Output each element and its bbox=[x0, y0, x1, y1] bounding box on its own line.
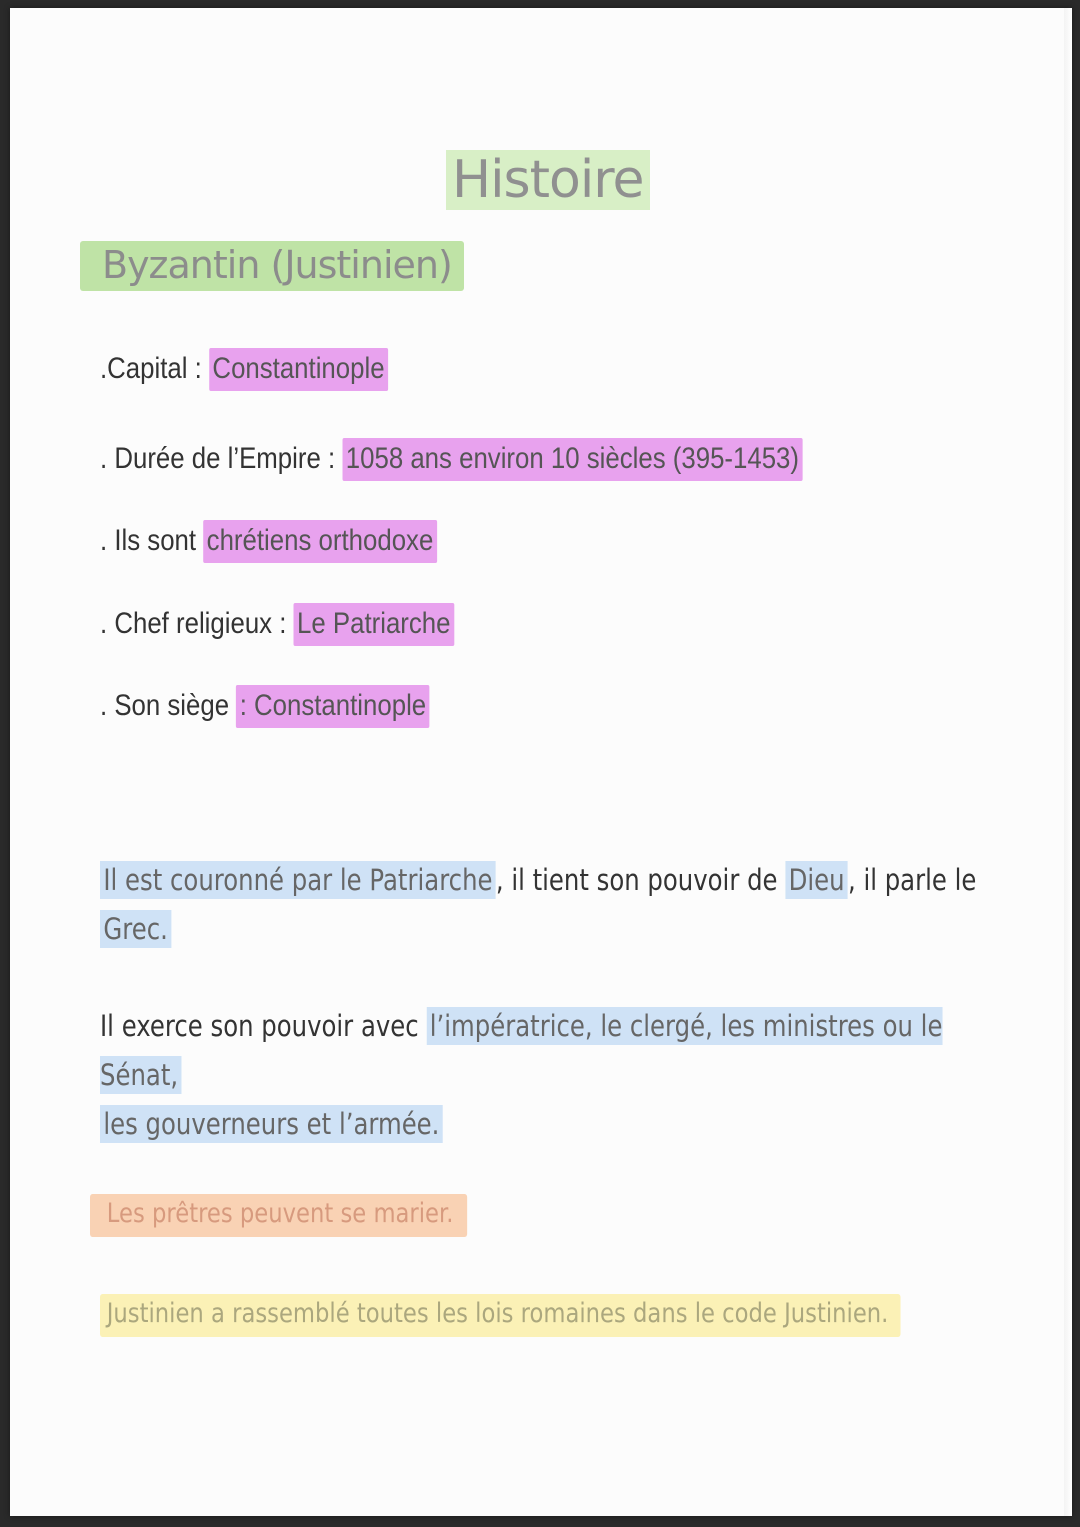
page-title: Histoire bbox=[446, 150, 650, 210]
fact-duration: . Durée de l’Empire : 1058 ans environ 10 siècles (395-1453) bbox=[100, 442, 802, 476]
note-priests: Les prêtres peuvent se marier. bbox=[90, 1198, 467, 1229]
paragraph-coronation: Il est couronné par le Patriarche , il tient son pouvoir de Dieu , il parle le Grec. bbox=[100, 856, 982, 954]
paragraph-power: Il exerce son pouvoir avec l’impératrice, le clergé, les ministres ou le Sénat, les gouverneurs et l’armée. bbox=[100, 1009, 943, 1141]
section-heading: Byzantin (Justinien) bbox=[80, 243, 464, 287]
fact-seat: . Son siège : Constantinople bbox=[100, 689, 430, 723]
fact-religion: . Ils sont chrétiens orthodoxe bbox=[100, 524, 437, 558]
note-justinian-code: Justinien a rassemblé toutes les lois romaines dans le code Justinien. bbox=[100, 1298, 900, 1329]
fact-religious-leader: . Chef religieux : Le Patriarche bbox=[100, 607, 454, 641]
paper-sheet bbox=[10, 8, 1072, 1516]
paper-edge bbox=[1064, 8, 1072, 1516]
fact-capital: .Capital : Constantinople bbox=[100, 352, 388, 386]
